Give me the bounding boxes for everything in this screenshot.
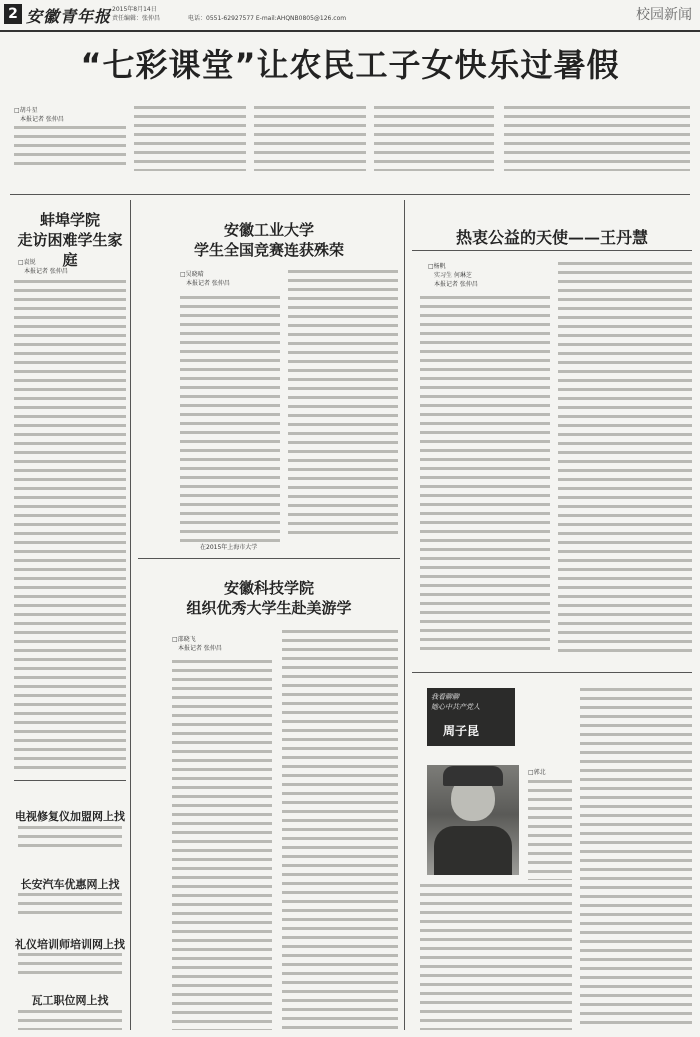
- contact-info: 电话：0551-62927577 E-mail:AHQNB0805@126.com: [188, 15, 347, 22]
- aust-title-line-1: 安徽科技学院: [223, 579, 314, 597]
- wang-body-column-1: [420, 296, 550, 656]
- responsible-editor: 责任编辑：张仲昌: [112, 15, 161, 22]
- lead-body-column-1: [14, 126, 126, 171]
- ahpu-byline-reporter: 本报记者 张仲昌: [186, 280, 230, 287]
- bengbu-body: [14, 280, 126, 770]
- zhou-name: 周子昆: [443, 724, 480, 738]
- brief-title-4: 瓦工职位网上找: [31, 994, 109, 1007]
- zhou-banner-text: [431, 692, 513, 712]
- wang-byline-intern: 实习生 何琳芝: [434, 272, 472, 279]
- zhou-body-column-1: [420, 884, 572, 1030]
- ahpu-title-line-2: 学生全国竞赛连获殊荣: [193, 241, 344, 259]
- lead-body-column-4: [374, 106, 494, 171]
- lead-body-column-2: [134, 106, 246, 171]
- newspaper-name: 安徽青年报: [26, 7, 112, 26]
- zhou-banner-line-2: 她心中共产党人: [431, 703, 480, 711]
- wang-byline-author: □杨帆: [428, 263, 446, 270]
- brief-title-2: 长安汽车优惠网上找: [20, 878, 120, 891]
- briefs-divider: [14, 780, 126, 781]
- ahpu-byline-author: □吴晓晴: [180, 271, 204, 278]
- main-headline: “七彩课堂”让农民工子女快乐过暑假: [80, 46, 620, 84]
- zhou-portrait-uniform: [434, 826, 512, 875]
- brief-body-3: [18, 953, 122, 979]
- aust-byline-author: □邵晓飞: [172, 636, 196, 643]
- bengbu-byline-author: □袁锐: [18, 259, 36, 266]
- ahpu-title-line-1: 安徽工业大学: [223, 221, 314, 239]
- brief-body-2: [18, 893, 122, 919]
- ahpu-body-tail: 在2015年上海市大学: [200, 544, 258, 551]
- brief-title-1: 电视修复仪加盟网上找: [15, 810, 125, 823]
- column-divider: [130, 200, 131, 1030]
- zhou-body-column-2: [580, 688, 692, 1030]
- wang-title-underline: [412, 250, 692, 251]
- lead-byline-reporter: 本报记者 张仲昌: [20, 116, 64, 123]
- aust-title-line-2: 组织优秀大学生赴美游学: [186, 599, 352, 617]
- bengbu-title-line-1: 蚌埠学院: [39, 211, 100, 229]
- brief-body-1: [18, 826, 122, 852]
- aust-byline-reporter: 本报记者 张仲昌: [178, 645, 222, 652]
- brief-body-4: [18, 1010, 122, 1030]
- section-label: 校园新闻: [636, 7, 692, 23]
- ahpu-body-column-1: [180, 296, 280, 542]
- zhou-body-beside-photo: [528, 780, 572, 880]
- bengbu-byline-reporter: 本报记者 张仲昌: [24, 268, 68, 275]
- zhou-portrait-cap: [443, 766, 503, 786]
- column-divider-right: [404, 200, 405, 1030]
- zhou-divider: [412, 672, 692, 673]
- aust-divider: [138, 558, 400, 559]
- section-number-badge: 2: [4, 4, 22, 24]
- section-divider: [10, 194, 690, 195]
- wang-byline-reporter: 本报记者 张仲昌: [434, 281, 478, 288]
- wang-body-column-2: [558, 262, 692, 656]
- zhou-byline: □郭北: [528, 769, 546, 776]
- issue-date: 2015年8月14日: [112, 6, 157, 13]
- zhou-banner-line-1: 我看聊聊: [431, 693, 459, 701]
- bengbu-title-line-2: 走访困难学生家庭: [17, 231, 123, 269]
- brief-title-3: 礼仪培训师培训网上找: [15, 938, 125, 951]
- wang-title: 热衷公益的天使——王丹慧: [455, 228, 648, 247]
- aust-body-column-1: [172, 660, 272, 1030]
- ahpu-body-column-2: [288, 270, 398, 540]
- aust-body-column-2: [282, 630, 398, 1030]
- lead-body-column-3: [254, 106, 366, 171]
- lead-body-column-5: [504, 106, 690, 171]
- lead-byline-author: □胡斗星: [14, 107, 38, 114]
